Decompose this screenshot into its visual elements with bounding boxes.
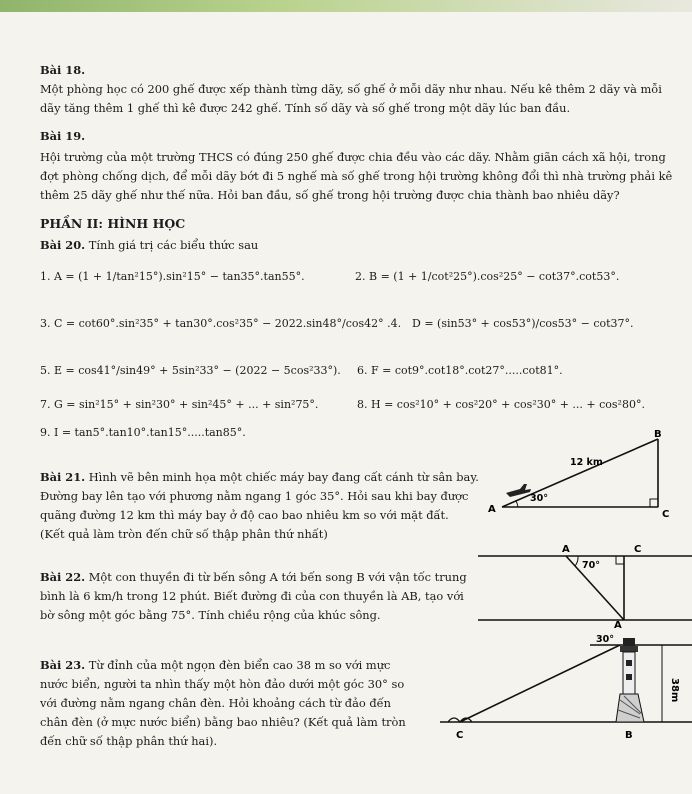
b20-title: Bài 20. [40, 238, 86, 252]
b21-block [40, 468, 480, 525]
b22-text: Một con thuyền đi từ bến sông A tới bến song B với vận tốc trung bình là 6 km/h trong 12 phút. Biết đường đi của con thuyền là AB, tạo với bờ sông một góc bằng 75°. Tính chiều rộng của khúc sông. [40, 570, 467, 622]
airplane-icon [506, 484, 531, 497]
b21-label-C: C [662, 509, 670, 520]
formula-5: 5. E = cos41°/sin49° + 5sin²33° − (2022 − 5cos²33°). [40, 364, 341, 377]
lighthouse-icon [616, 638, 644, 722]
b23-angle: 30° [596, 634, 614, 645]
b21-figure [478, 425, 688, 525]
b23-label-C: C [456, 730, 464, 741]
b20-header [40, 236, 258, 255]
b22-label-A: A [562, 544, 570, 555]
b18-text: Một phòng học có 200 ghế được xếp thành từng dãy, số ghế ở mỗi dãy như nhau. Nếu kê thêm 2 dãy và mỗi dãy tăng thêm 1 ghế thì kê được 242 ghế. Tính số dãy và số ghế trong một dãy lúc ban đầu. [40, 82, 662, 115]
b23-block [40, 656, 420, 751]
b21-note: (Kết quả làm tròn đến chữ số thập phân thứ nhất) [40, 527, 328, 541]
b23-text: Từ đỉnh của một ngọn đèn biển cao 38 m so với mực nước biển, người ta nhìn thấy một hòn đảo dưới một góc 30° so với đường nằm ngang chân đèn. Hỏi khoảng cách từ đảo đến chân đèn (ở mực nước biển) bằng bao nhiêu? (Kết quả làm tròn đến chữ số thập phân thứ hai). [40, 658, 406, 748]
formula-1: 1. A = (1 + 1/tan²15°).sin²15° − tan35°.tan55°. [40, 270, 305, 283]
b22-block [40, 568, 475, 625]
b21-distance: 12 km [570, 457, 603, 468]
formula-8: 8. H = cos²10° + cos²20° + cos²30° + ... + cos²80°. [357, 398, 645, 411]
page-top-edge [0, 0, 692, 12]
b21-label-A: A [488, 504, 496, 515]
formula-9: 9. I = tan5°.tan10°.tan15°.....tan85°. [40, 426, 246, 439]
b22-angle: 70° [582, 560, 600, 571]
b21-text: Hình vẽ bên minh họa một chiếc máy bay đang cất cánh từ sân bay. Đường bay lên tạo với phương nằm ngang 1 góc 35°. Hỏi sau khi bay được quãng đường 12 km thì máy bay ở độ cao bao nhiêu km so với mặt đất. [40, 470, 479, 522]
b18-title: Bài 18. [40, 63, 86, 77]
b23-figure [440, 618, 692, 748]
b23-label-A: A [614, 620, 622, 631]
b19-title: Bài 19. [40, 129, 86, 143]
b21-title: Bài 21. [40, 470, 86, 484]
b22-title: Bài 22. [40, 570, 86, 584]
formula-2: 2. B = (1 + 1/cot²25°).cos²25° − cot37°.cot53°. [355, 270, 620, 283]
b23-title: Bài 23. [40, 658, 86, 672]
b23-label-B: B [625, 730, 633, 741]
formula-7: 7. G = sin²15° + sin²30° + sin²45° + ... + sin²75°. [40, 398, 319, 411]
formula-4: D = (sin53° + cos53°)/cos53° − cot37°. [412, 317, 634, 330]
b19-text: Hội trường của một trường THCS có đúng 250 ghế được chia đều vào các dãy. Nhằm giãn cách xã hội, trong đợt phòng chống dịch, để mỗi dãy bớt đi 5 nghế mà số ghế trong hội trường không đổi thì nhà trường phải kê thêm 25 dãy ghế như thế nữa. Hỏi ban đầu, số ghế trong hội trường được chia thành bao nhiêu dãy? [40, 150, 673, 202]
b22-label-C: C [634, 544, 642, 555]
formula-3: 3. C = cot60°.sin²35° + tan30°.cos²35° − 2022.sin48°/cos42° .4. [40, 317, 402, 330]
part2-heading: PHẦN II: HÌNH HỌC [40, 216, 186, 231]
formula-6: 6. F = cot9°.cot18°.cot27°.....cot81°. [357, 364, 563, 377]
b21-label-B: B [654, 429, 662, 440]
b23-height: 38m [669, 678, 680, 703]
b20-instr: Tính giá trị các biểu thức sau [88, 238, 259, 252]
b21-angle: 30° [530, 493, 548, 504]
